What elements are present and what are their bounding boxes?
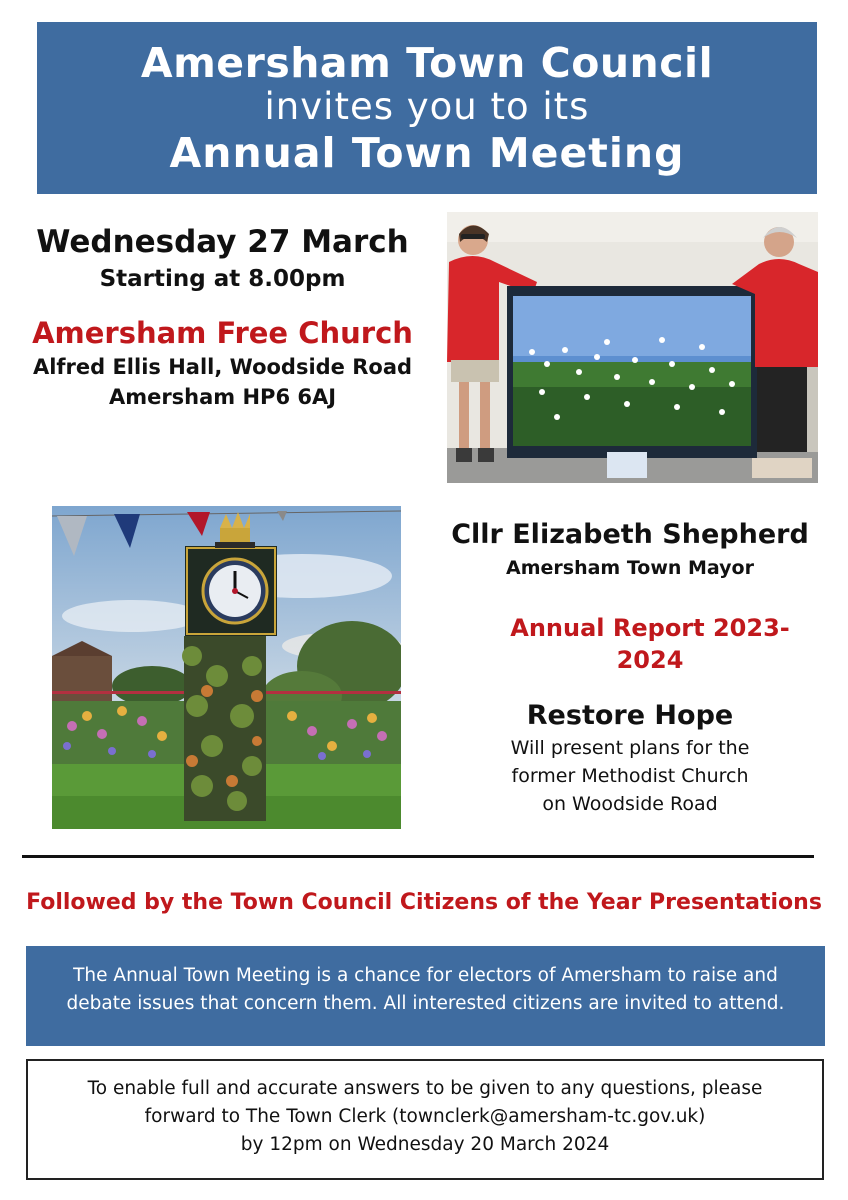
questions-box <box>26 1059 824 1180</box>
restore-hope-desc-line1: Will present plans for the <box>510 737 750 759</box>
info-box <box>26 946 825 1046</box>
speakers-info <box>440 516 820 818</box>
mayor-name: Cllr Elizabeth Shepherd <box>451 519 809 550</box>
restore-hope-desc-line3: on Woodside Road <box>542 793 718 815</box>
header-council-name: Amersham Town Council <box>140 39 714 87</box>
questions-line1: To enable full and accurate answers to be given to any questions, please <box>87 1078 763 1099</box>
event-venue: Amersham Free Church <box>32 316 413 350</box>
annual-report-title: Annual Report 2023-2024 <box>510 614 790 674</box>
header-banner <box>37 22 817 194</box>
photo-mayor-painted-cabinet <box>447 212 818 483</box>
restore-hope-title: Restore Hope <box>526 700 734 731</box>
questions-line2: forward to The Town Clerk (townclerk@amersham-tc.gov.uk) <box>144 1106 706 1127</box>
divider-line <box>22 855 814 858</box>
followed-by-text: Followed by the Town Council Citizens of the Year Presentations <box>26 890 822 915</box>
photo-floral-clock <box>52 506 401 829</box>
event-address-line1: Alfred Ellis Hall, Woodside Road <box>32 355 413 379</box>
event-info <box>20 222 425 412</box>
info-line2: debate issues that concern them. All interested citizens are invited to attend. <box>66 993 785 1014</box>
restore-hope-desc-line2: former Methodist Church <box>511 765 749 787</box>
questions-line3: by 12pm on Wednesday 20 March 2024 <box>240 1134 610 1155</box>
mayor-title: Amersham Town Mayor <box>506 557 754 579</box>
header-meeting-title: Annual Town Meeting <box>169 129 685 177</box>
event-start-time: Starting at 8.00pm <box>99 266 346 292</box>
info-line1: The Annual Town Meeting is a chance for electors of Amersham to raise and <box>73 965 778 986</box>
event-address-line2: Amersham HP6 6AJ <box>108 385 337 409</box>
header-invite: invites you to its <box>264 85 590 128</box>
event-date: Wednesday 27 March <box>36 224 409 260</box>
